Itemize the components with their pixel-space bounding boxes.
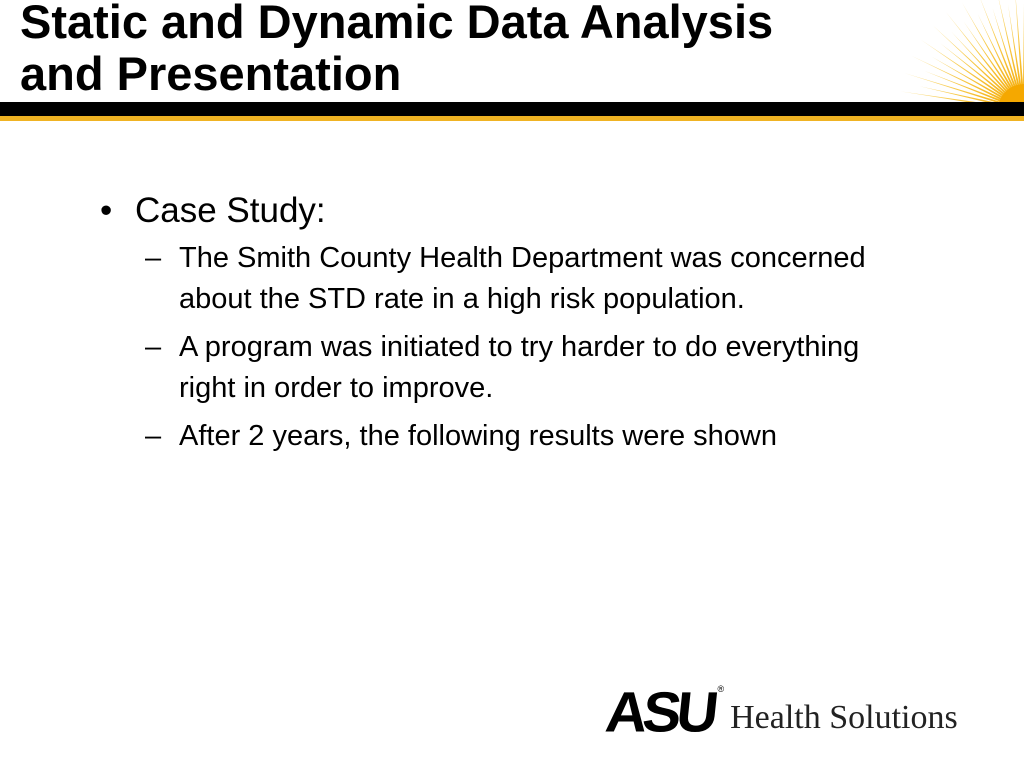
title-line-2: and Presentation	[20, 47, 402, 100]
sub-bullet-marker: –	[145, 242, 162, 274]
bullet-marker: •	[100, 191, 113, 230]
sunburst-ray	[978, 14, 1016, 91]
bullet-item	[100, 188, 980, 234]
sub-bullet-list	[145, 238, 980, 457]
sub-bullet-marker: –	[145, 331, 162, 363]
title-rule-black	[0, 102, 1024, 116]
logo-mark: ASU	[602, 680, 717, 745]
sub-bullet-text: After 2 years, the following results were shown	[179, 420, 777, 452]
bullet-text: Case Study:	[135, 191, 326, 230]
sub-bullet-marker: –	[145, 420, 162, 452]
slide-title	[20, 0, 773, 100]
sub-bullet-item	[145, 327, 980, 409]
sunburst-ray	[921, 40, 1007, 99]
logo-text: Health Solutions	[730, 699, 958, 736]
logo-registered-mark: ®	[717, 684, 725, 694]
sub-bullet-text: The Smith County Health Department was concerned about the STD rate in a high risk population.	[179, 242, 866, 315]
sub-bullet-text: A program was initiated to try harder to do everything right in order to improve.	[179, 331, 860, 404]
slide-body	[100, 188, 980, 464]
asu-health-solutions-logo	[602, 680, 958, 745]
title-rule-gold	[0, 116, 1024, 121]
sub-bullet-item	[145, 416, 980, 457]
sunburst-icon	[894, 0, 1024, 110]
title-line-1: Static and Dynamic Data Analysis	[20, 0, 774, 48]
sub-bullet-item	[145, 238, 980, 320]
